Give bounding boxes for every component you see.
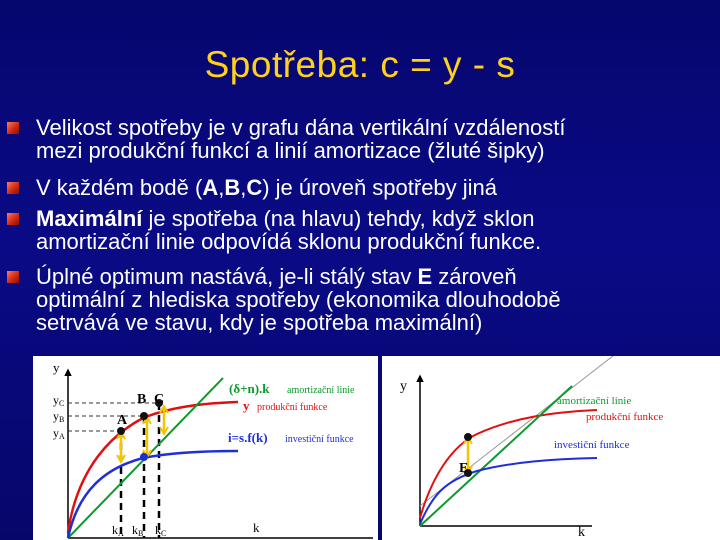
point-e-top-dot: [464, 433, 472, 441]
bullet-4-pre: Úplné optimum nastává, je-li stálý stav: [36, 264, 418, 289]
bullet-3-text: [36, 207, 720, 253]
right-amortization-line: [420, 386, 572, 526]
point-e-label: E: [459, 461, 469, 476]
point-c-label: C: [154, 392, 165, 407]
bullet-1-line-2: mezi produkční funkcí a linií amortizace (žluté šipky): [36, 138, 545, 163]
bullet-2-text: [36, 176, 720, 199]
point-a-label: A: [117, 413, 128, 428]
bullet-4-text: [36, 265, 720, 334]
right-y-axis-label: y: [400, 379, 407, 394]
right-k-axis-label: k: [578, 525, 585, 540]
right-investment-curve: [420, 458, 597, 524]
left-graph: [33, 356, 378, 540]
bullet-2-sep-1: ,: [218, 175, 225, 200]
kc-label: kC: [155, 523, 167, 538]
right-graph: [382, 356, 720, 540]
bullet-marker-2: [7, 182, 19, 194]
slide-title: Spotřeba: c = y - s: [204, 44, 516, 85]
yb-label: yB: [53, 409, 65, 424]
point-c-ref: C: [246, 175, 263, 200]
bullet-2-sep-2: ,: [240, 175, 247, 200]
left-k-axis-label: k: [253, 520, 260, 535]
ya-label: yA: [53, 426, 65, 441]
right-investment-legend: investiční funkce: [554, 439, 630, 451]
bullet-2-post: ) je úroveň spotřeby jiná: [262, 175, 498, 200]
bullet-3-rest: je spotřeba (na hlavu) tehdy, když sklon: [142, 206, 535, 231]
investment-legend: investiční funkce: [285, 434, 354, 445]
kb-label: kB: [132, 523, 144, 538]
point-b-label: B: [137, 392, 147, 407]
ka-label: kA: [112, 523, 124, 538]
point-b-dot: [140, 412, 148, 420]
right-amortization-legend: amortizační linie: [557, 395, 632, 407]
bullet-3-line-2: amortizační linie odpovídá sklonu produkční funkce.: [36, 229, 542, 254]
investment-formula: i=s.f(k): [228, 430, 268, 445]
left-y-axis-label: y: [53, 360, 60, 375]
bullet-3-bold: Maximální: [36, 206, 143, 231]
bullet-2-pre: V každém bodě (: [36, 175, 203, 200]
point-b-ref: B: [224, 175, 241, 200]
amortization-legend: amortizační linie: [287, 385, 355, 396]
bullet-marker-4: [7, 271, 19, 283]
bullet-4-post: zároveň: [432, 264, 517, 289]
production-symbol: y: [243, 398, 250, 413]
left-graph-panel: [33, 356, 378, 540]
amortization-formula: (δ+n).k: [229, 381, 270, 396]
right-production-legend: produkční funkce: [586, 411, 664, 423]
right-graph-panel: [382, 356, 720, 540]
bullet-marker-1: [7, 122, 19, 134]
point-e-ref: E: [417, 264, 433, 289]
bullet-1-text: [36, 116, 720, 162]
point-a-ref: A: [202, 175, 219, 200]
bullet-1-line-1: Velikost spotřeby je v grafu dána vertikální vzdáleností: [36, 115, 566, 140]
production-legend: produkční funkce: [257, 402, 328, 413]
investment-dot: [140, 453, 148, 461]
yc-label: yC: [53, 393, 65, 408]
bullet-marker-3: [7, 213, 19, 225]
bullet-4-line-2: optimální z hlediska spotřeby (ekonomika dlouhodobě: [36, 287, 561, 312]
point-a-dot: [117, 427, 125, 435]
bullet-4-line-3: setrvává ve stavu, kdy je spotřeba maximální): [36, 310, 483, 335]
